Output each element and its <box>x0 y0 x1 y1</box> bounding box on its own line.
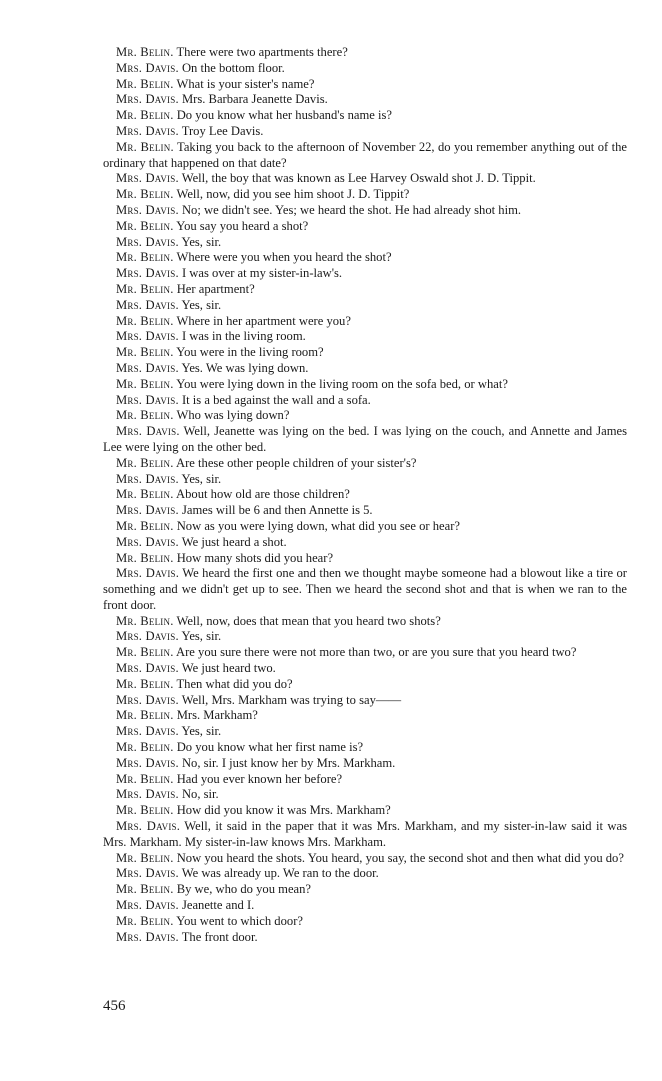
speaker-label: Mrs. Davis. <box>116 171 179 186</box>
testimony-paragraph <box>103 361 627 377</box>
speaker-label: Mr. Belin. <box>116 708 174 723</box>
speaker-label: Mrs. Davis. <box>116 471 179 486</box>
testimony-text: Yes, sir. <box>181 724 222 739</box>
testimony-text: About how old are those children? <box>176 487 350 502</box>
testimony-paragraph <box>103 629 627 645</box>
testimony-paragraph <box>103 914 627 930</box>
testimony-paragraph <box>103 724 627 740</box>
speaker-label: Mrs. Davis. <box>116 503 179 518</box>
testimony-paragraph <box>103 740 627 756</box>
testimony-paragraph <box>103 787 627 803</box>
testimony-paragraph <box>103 124 627 140</box>
speaker-label: Mr. Belin. <box>116 913 174 928</box>
testimony-text: The front door. <box>181 929 258 944</box>
speaker-label: Mrs. Davis. <box>116 329 179 344</box>
testimony-text: Do you know what her husband's name is? <box>176 108 392 123</box>
speaker-label: Mr. Belin. <box>116 408 174 423</box>
testimony-paragraph <box>103 282 627 298</box>
speaker-label: Mr. Belin. <box>116 550 174 565</box>
testimony-paragraph <box>103 266 627 282</box>
transcript-page <box>103 45 627 945</box>
speaker-label: Mrs. Davis. <box>116 392 179 407</box>
testimony-paragraph <box>103 472 627 488</box>
speaker-label: Mr. Belin. <box>116 740 174 755</box>
testimony-paragraph <box>103 930 627 946</box>
testimony-text: Then what did you do? <box>176 676 293 691</box>
testimony-paragraph <box>103 329 627 345</box>
testimony-text: What is your sister's name? <box>176 76 315 91</box>
testimony-text: How did you know it was Mrs. Markham? <box>176 803 391 818</box>
testimony-paragraph <box>103 345 627 361</box>
speaker-label: Mr. Belin. <box>116 518 174 533</box>
testimony-text: Where were you when you heard the shot? <box>176 250 392 265</box>
testimony-paragraph <box>103 108 627 124</box>
testimony-text: Yes. We was lying down. <box>181 360 309 375</box>
speaker-label: Mr. Belin. <box>116 882 174 897</box>
testimony-text: It is a bed against the wall and a sofa. <box>181 392 371 407</box>
speaker-label: Mrs. Davis. <box>116 692 179 707</box>
testimony-paragraph <box>103 614 627 630</box>
testimony-text: No, sir. I just know her by Mrs. Markham. <box>181 755 396 770</box>
testimony-text: Are you sure there were not more than two, or are you sure that you heard two? <box>176 645 577 660</box>
testimony-paragraph <box>103 298 627 314</box>
testimony-paragraph <box>103 898 627 914</box>
testimony-paragraph <box>103 551 627 567</box>
testimony-paragraph <box>103 677 627 693</box>
testimony-text: Yes, sir. <box>181 234 222 249</box>
speaker-label: Mrs. Davis. <box>116 534 179 549</box>
testimony-paragraph <box>103 756 627 772</box>
speaker-label: Mrs. Davis. <box>116 898 179 913</box>
testimony-text: Had you ever known her before? <box>176 771 343 786</box>
testimony-paragraph <box>103 487 627 503</box>
speaker-label: Mrs. Davis. <box>116 866 179 881</box>
testimony-text: How many shots did you hear? <box>176 550 334 565</box>
testimony-paragraph <box>103 819 627 851</box>
testimony-paragraph <box>103 393 627 409</box>
testimony-text: Yes, sir. <box>181 297 222 312</box>
speaker-label: Mrs. Davis. <box>116 787 179 802</box>
testimony-paragraph <box>103 187 627 203</box>
testimony-text: I was over at my sister-in-law's. <box>181 266 343 281</box>
testimony-paragraph <box>103 645 627 661</box>
testimony-text: Now you heard the shots. You heard, you say, the second shot and then what did you do? <box>176 850 624 865</box>
testimony-paragraph <box>103 693 627 709</box>
testimony-paragraph <box>103 851 627 867</box>
testimony-text: Where in her apartment were you? <box>176 313 351 328</box>
speaker-label: Mr. Belin. <box>116 613 174 628</box>
speaker-label: Mrs. Davis. <box>116 123 179 138</box>
testimony-text: Mrs. Barbara Jeanette Davis. <box>181 92 328 107</box>
testimony-text: I was in the living room. <box>181 329 306 344</box>
testimony-text: Taking you back to the afternoon of November 22, do you remember anything out of the ordinary that happened on that date? <box>103 139 628 170</box>
page-number: 456 <box>103 998 126 1014</box>
testimony-paragraph <box>103 566 627 613</box>
speaker-label: Mr. Belin. <box>116 45 174 59</box>
testimony-text: You went to which door? <box>176 913 303 928</box>
testimony-text: Her apartment? <box>176 281 255 296</box>
testimony-paragraph <box>103 424 627 456</box>
testimony-paragraph <box>103 803 627 819</box>
testimony-text: Troy Lee Davis. <box>181 123 264 138</box>
speaker-label: Mr. Belin. <box>116 345 174 360</box>
speaker-label: Mr. Belin. <box>116 218 174 233</box>
testimony-paragraph <box>103 314 627 330</box>
speaker-label: Mr. Belin. <box>116 187 174 202</box>
speaker-label: Mr. Belin. <box>116 250 174 265</box>
testimony-paragraph <box>103 61 627 77</box>
speaker-label: Mrs. Davis. <box>116 424 180 439</box>
speaker-label: Mrs. Davis. <box>116 929 179 944</box>
testimony-text: Do you know what her first name is? <box>176 740 364 755</box>
testimony-paragraph <box>103 772 627 788</box>
speaker-label: Mr. Belin. <box>116 139 174 154</box>
testimony-text: Jeanette and I. <box>181 898 255 913</box>
speaker-label: Mr. Belin. <box>116 645 174 660</box>
testimony-text: Well, Mrs. Markham was trying to say—— <box>181 692 402 707</box>
speaker-label: Mr. Belin. <box>116 76 174 91</box>
testimony-text: There were two apartments there? <box>176 45 348 59</box>
testimony-paragraph <box>103 456 627 472</box>
testimony-text: We just heard two. <box>181 661 276 676</box>
testimony-text: Yes, sir. <box>181 471 222 486</box>
speaker-label: Mr. Belin. <box>116 376 174 391</box>
speaker-label: Mrs. Davis. <box>116 92 179 107</box>
testimony-text: You say you heard a shot? <box>176 218 309 233</box>
speaker-label: Mrs. Davis. <box>116 819 181 834</box>
speaker-label: Mrs. Davis. <box>116 629 179 644</box>
testimony-paragraph <box>103 535 627 551</box>
speaker-label: Mr. Belin. <box>116 313 174 328</box>
speaker-label: Mr. Belin. <box>116 850 174 865</box>
testimony-paragraph <box>103 866 627 882</box>
speaker-label: Mrs. Davis. <box>116 566 180 581</box>
testimony-paragraph <box>103 661 627 677</box>
testimony-text: Well, it said in the paper that it was Mrs. Markham, and my sister-in-law said it was Mrs. Markham. My sister-in-law knows Mrs. Markham. <box>103 819 627 849</box>
speaker-label: Mrs. Davis. <box>116 266 179 281</box>
testimony-text: No, sir. <box>181 787 219 802</box>
speaker-label: Mrs. Davis. <box>116 297 179 312</box>
testimony-text: Well, now, does that mean that you heard two shots? <box>176 613 441 628</box>
testimony-paragraph <box>103 250 627 266</box>
testimony-text: We was already up. We ran to the door. <box>181 866 379 881</box>
testimony-paragraph <box>103 708 627 724</box>
speaker-label: Mrs. Davis. <box>116 724 179 739</box>
testimony-paragraph <box>103 171 627 187</box>
testimony-paragraph <box>103 503 627 519</box>
testimony-text: Mrs. Markham? <box>176 708 258 723</box>
speaker-label: Mrs. Davis. <box>116 202 179 217</box>
speaker-label: Mr. Belin. <box>116 281 174 296</box>
testimony-text: You were in the living room? <box>176 345 324 360</box>
testimony-paragraph <box>103 408 627 424</box>
testimony-paragraph <box>103 235 627 251</box>
testimony-paragraph <box>103 140 627 172</box>
testimony-paragraph <box>103 377 627 393</box>
testimony-text: James will be 6 and then Annette is 5. <box>181 503 373 518</box>
speaker-label: Mr. Belin. <box>116 676 174 691</box>
speaker-label: Mr. Belin. <box>116 771 174 786</box>
testimony-text: Well, the boy that was known as Lee Harvey Oswald shot J. D. Tippit. <box>181 171 536 186</box>
testimony-text: Who was lying down? <box>176 408 290 423</box>
testimony-text: Well, Jeanette was lying on the bed. I was lying on the couch, and Annette and James Lee were lying on the other bed. <box>103 424 627 454</box>
testimony-paragraph <box>103 77 627 93</box>
testimony-paragraph <box>103 519 627 535</box>
testimony-text: Now as you were lying down, what did you see or hear? <box>176 518 460 533</box>
testimony-text: We heard the first one and then we thought maybe someone had a blowout like a tire or something and we didn't get up to see. Then we heard the second shot and that is when we ran to the front door. <box>103 566 628 612</box>
speaker-label: Mr. Belin. <box>116 803 174 818</box>
speaker-label: Mr. Belin. <box>116 487 174 502</box>
speaker-label: Mrs. Davis. <box>116 234 179 249</box>
testimony-text: On the bottom floor. <box>181 60 285 75</box>
testimony-text: No; we didn't see. Yes; we heard the shot. He had already shot him. <box>181 202 522 217</box>
speaker-label: Mr. Belin. <box>116 108 174 123</box>
testimony-paragraph <box>103 92 627 108</box>
speaker-label: Mrs. Davis. <box>116 360 179 375</box>
testimony-paragraph <box>103 882 627 898</box>
testimony-text: By we, who do you mean? <box>176 882 312 897</box>
testimony-paragraph <box>103 203 627 219</box>
speaker-label: Mr. Belin. <box>116 455 174 470</box>
testimony-text: Are these other people children of your sister's? <box>176 455 417 470</box>
testimony-paragraph <box>103 45 627 61</box>
speaker-label: Mrs. Davis. <box>116 661 179 676</box>
speaker-label: Mrs. Davis. <box>116 60 179 75</box>
testimony-text: Well, now, did you see him shoot J. D. Tippit? <box>176 187 410 202</box>
testimony-paragraph <box>103 219 627 235</box>
testimony-text: We just heard a shot. <box>181 534 287 549</box>
speaker-label: Mrs. Davis. <box>116 755 179 770</box>
testimony-text: Yes, sir. <box>181 629 222 644</box>
testimony-text: You were lying down in the living room on the sofa bed, or what? <box>176 376 508 391</box>
